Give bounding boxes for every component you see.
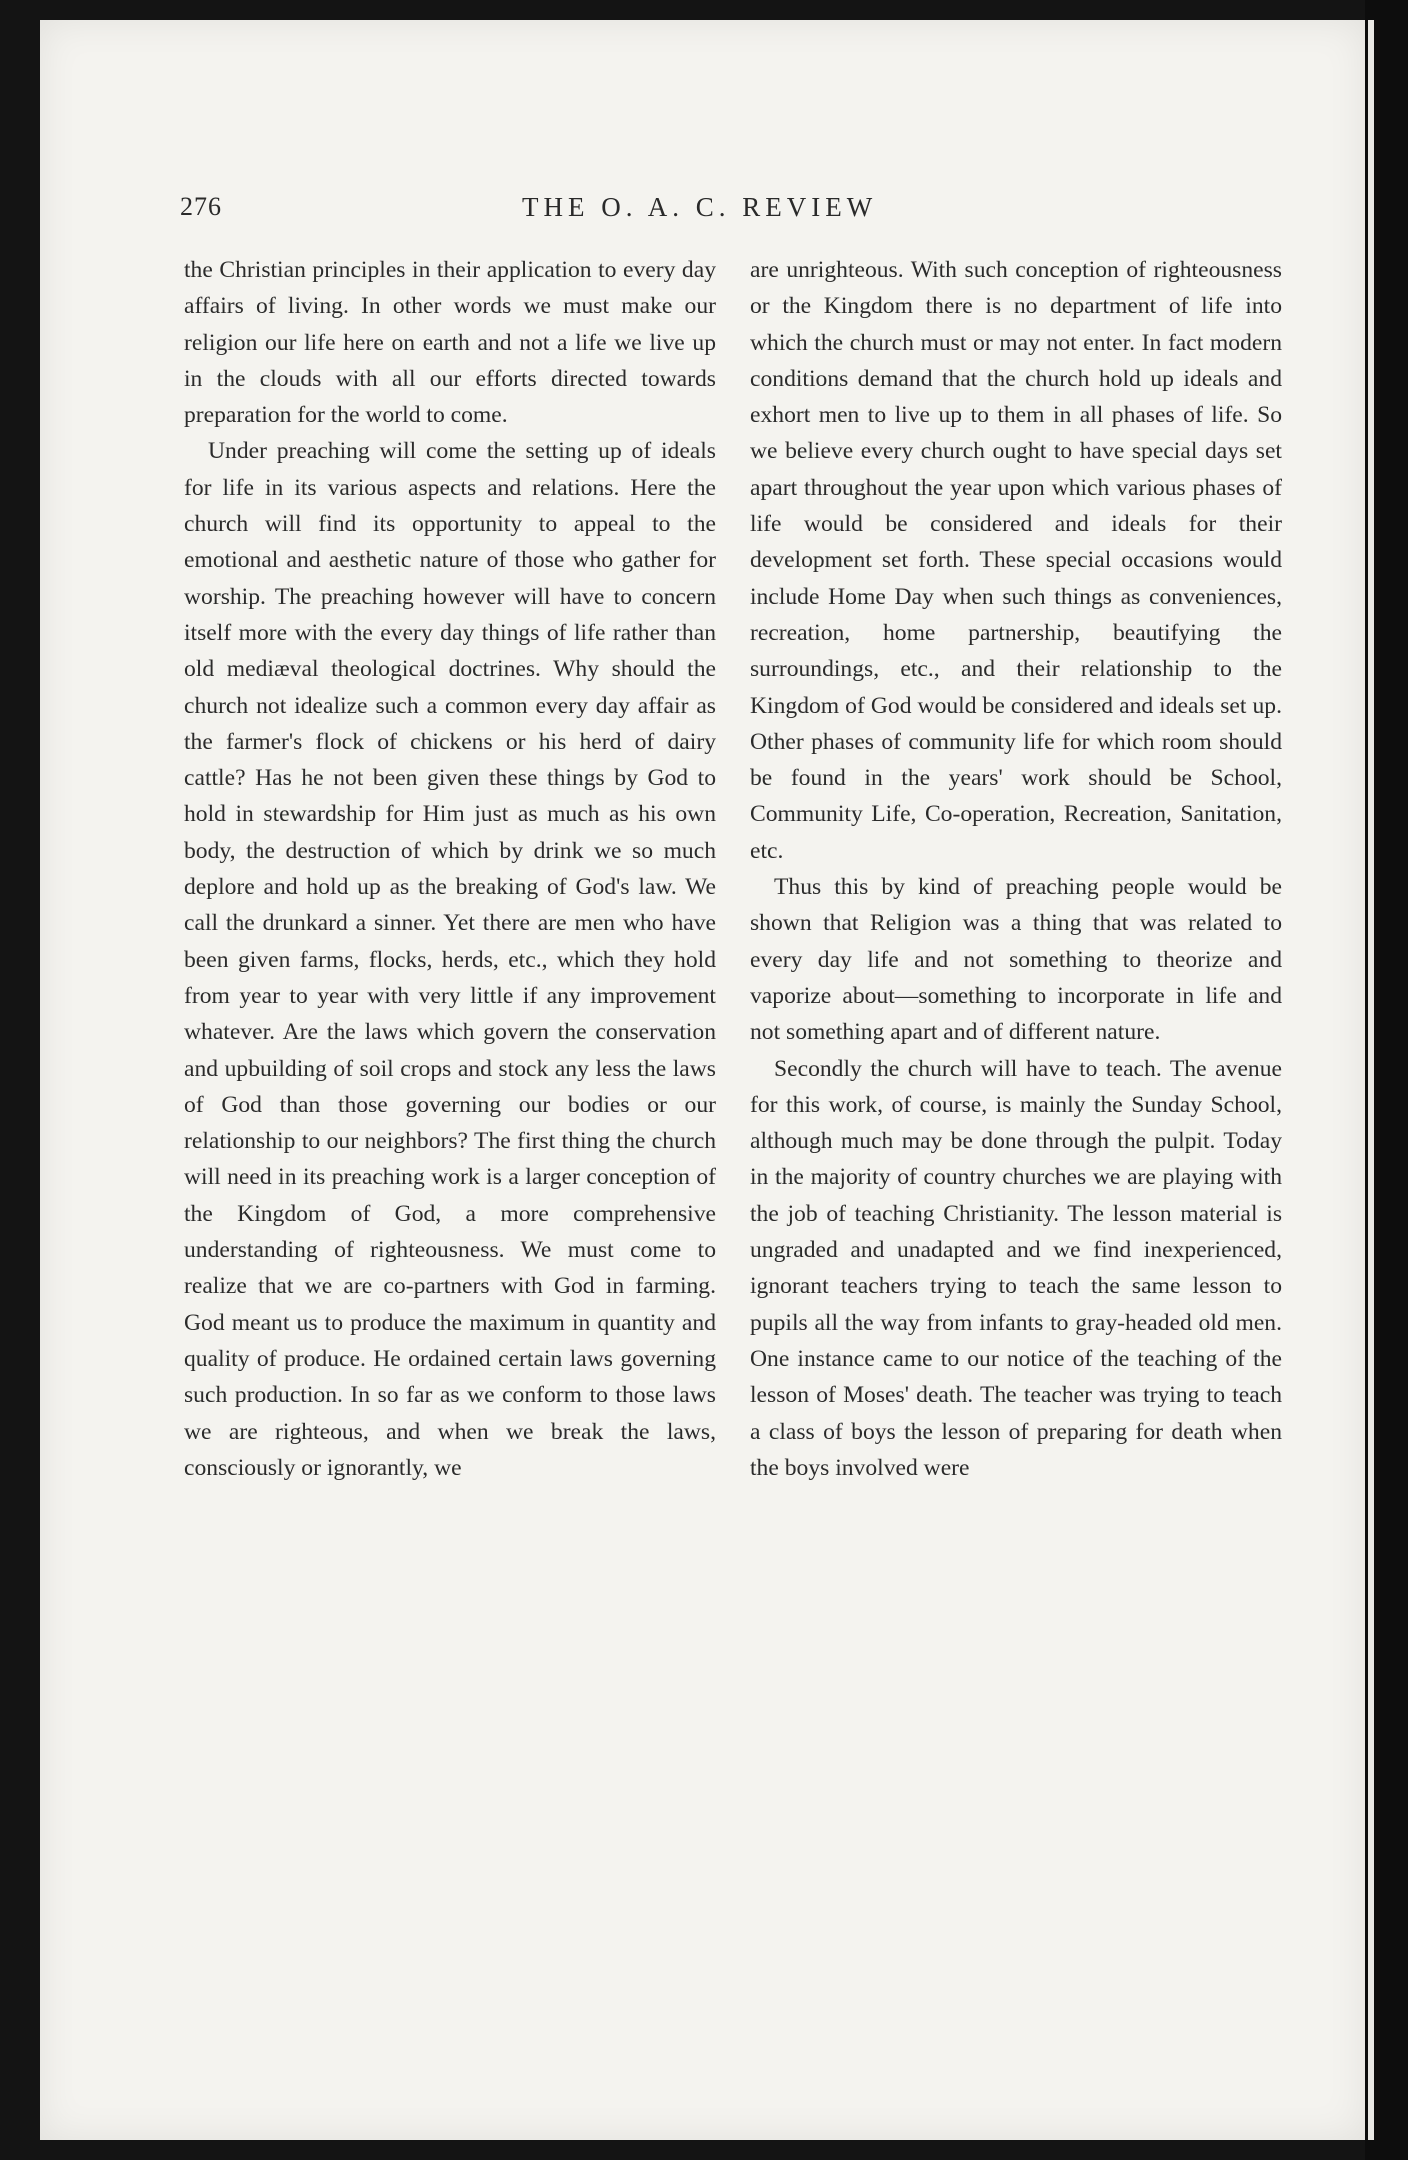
- right-column: [750, 252, 1282, 1486]
- right-paragraph-1: are unrighteous. With such conception of righteousness or the Kingdom there is no department of life into which the church must or may not enter. In fact modern conditions demand that the church hold up ideals and exhort men to live up to them in all phases of life. So we believe every church ought to have special days set apart throughout the year upon which various phases of life would be considered and ideals for their development set forth. These special occasions would include Home Day when such things as conveniences, recreation, home partnership, beautifying the surroundings, etc., and their relationship to the Kingdom of God would be considered and ideals set up. Other phases of community life for which room should be found in the years' work should be School, Community Life, Co-operation, Recreation, Sanitation, etc.: [750, 257, 1282, 864]
- right-paragraph-3: Secondly the church will have to teach. The avenue for this work, of course, is mainly the Sunday School, although much may be done through the pulpit. Today in the majority of country churches we are playing with the job of teaching Christianity. The lesson material is ungraded and unadapted and we find inexperienced, ignorant teachers trying to teach the same lesson to pupils all the way from infants to gray-headed old men. One instance came to our notice of the teaching of the lesson of Moses' death. The teacher was trying to teach a class of boys the lesson of preparing for death when the boys involved were: [750, 1055, 1282, 1481]
- left-column: [184, 252, 716, 1486]
- journal-title: THE O. A. C. REVIEW: [522, 192, 878, 222]
- left-paragraph-1: the Christian principles in their application to every day affairs of living. In other words we must make our religion our life here on earth and not a life we live up in the clouds with all our efforts directed towards preparation for the world to come.: [184, 257, 716, 429]
- running-header: [180, 192, 1290, 232]
- left-paragraph-2: Under preaching will come the setting up of ideals for life in its various aspects and relations. Here the church will find its opportunity to appeal to the emotional and aesthetic nature of those who gather for worship. The preaching however will have to concern itself more with the every day things of life rather than old mediæval theological doctrines. Why should the church not idealize such a common every day affair as the farmer's flock of chickens or his herd of dairy cattle? Has he not been given these things by God to hold in stewardship for Him just as much as his own body, the destruction of which by drink we so much deplore and hold up as the breaking of God's law. We call the drunkard a sinner. Yet there are men who have been given farms, flocks, herds, etc., which they hold from year to year with very little if any improvement whatever. Are the laws which govern the conservation and upbuilding of soil crops and stock any less the laws of God than those governing our bodies or our relationship to our neighbors? The first thing the church will need in its preaching work is a larger conception of the Kingdom of God, a more comprehensive understanding of righteousness. We must come to realize that we are co-partners with God in farming. God meant us to produce the maximum in quantity and quality of produce. He ordained certain laws governing such production. In so far as we conform to those laws we are righteous, and when we break the laws, consciously or ignorantly, we: [184, 438, 716, 1481]
- right-paragraph-2: Thus this by kind of preaching people would be shown that Religion was a thing that was related to every day life and not something to theorize and vaporize about—something to incorporate in life and not something apart and of different nature.: [750, 874, 1282, 1046]
- page-number: 276: [180, 192, 222, 221]
- next-page-edge: [1368, 20, 1374, 2140]
